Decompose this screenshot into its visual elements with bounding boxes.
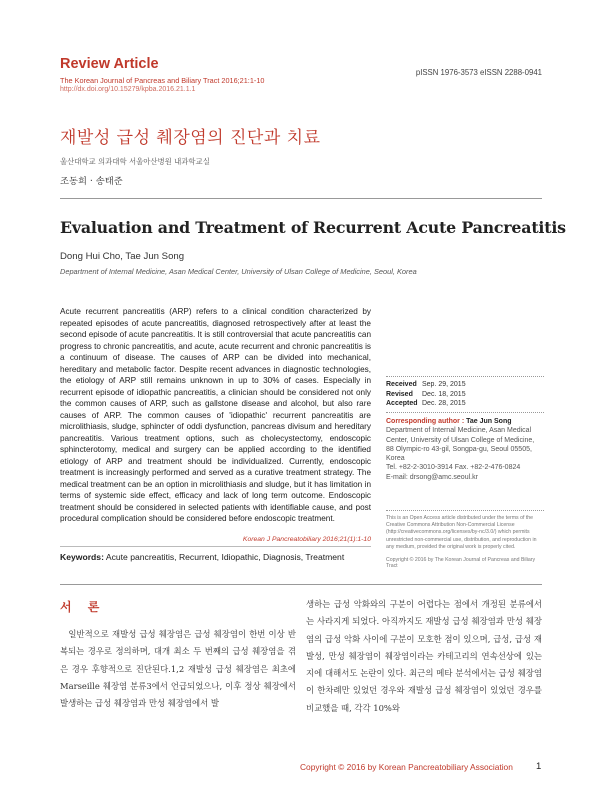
date-revised: Revised Dec. 18, 2015 — [386, 390, 466, 398]
paragraph: 일반적으로 재발성 급성 췌장염은 급성 췌장염이 한번 이상 반복되는 경우로 정의하며, 대개 최소 두 번째의 급성 췌장염을 겪은 경우 후향적으로 진단된다.1,2 재발성 급성 췌장염은 최초에 Marseille 췌장염 분류3에서 언급되었으나, 이후 정상 췌장에서 발생하는 급성 췌장염과 만성 췌장염에서 발 — [60, 629, 296, 709]
corr-divider — [386, 412, 544, 413]
korean-authors: 조동희 · 송태준 — [60, 176, 123, 187]
body-column-left — [60, 626, 296, 712]
corr-line: Tel. +82-2-3010-3914 Fax. +82-2-476-0824 — [386, 464, 521, 472]
corr-label: Corresponding author : — [386, 418, 465, 425]
article-type-label: Review Article — [60, 56, 159, 72]
english-authors: Dong Hui Cho, Tae Jun Song — [60, 251, 185, 262]
corr-line: Center, University of Ulsan College of Medicine, — [386, 436, 535, 444]
license-text: This is an Open Access article distributed under the terms of the Creative Commons Attribution Non-Commercial License (http://creativecommons.org/licenses/by-nc/3.0/) which permits unrestricted non-commercial use, distribution, and reproduction in any medium, provided the original work is properly cited. — [386, 515, 537, 550]
abstract-citation: Korean J Pancreatobiliary 2016;21(1):1-10 — [242, 536, 371, 543]
corr-email[interactable]: E-mail: drsong@amc.seoul.kr — [386, 473, 478, 481]
date-received: Received Sep. 29, 2015 — [386, 381, 466, 388]
article-dates — [386, 380, 544, 409]
corr-line: Department of Internal Medicine, Asan Medical — [386, 427, 532, 435]
title-divider — [60, 198, 542, 199]
license-divider — [386, 510, 544, 511]
keywords-divider — [60, 546, 371, 547]
corr-name: Tae Jun Song — [466, 418, 512, 425]
korean-affiliation: 울산대학교 의과대학 서울아산병원 내과학교실 — [60, 157, 210, 166]
date-accepted: Accepted Dec. 28, 2015 — [386, 400, 466, 408]
page-number: 1 — [536, 761, 542, 772]
corresponding-author — [386, 417, 544, 482]
abstract: Acute recurrent pancreatitis (ARP) refers to a clinical condition characterized by repeated episodes of acute pancreatitis, diagnosed retrospectively after at least the second episode of acute pancreatitis. It is still controversial that acute pancreatitis can progress to chronic pancreatitis, and acute, acute recurrent and chronic pancreatitis is a continuum of disease. The causes of ARP can be divided into mechanical, hereditary and metabolic factor. Despite recent advances in diagnostic technologies, the etiology of ARP still remains unknown in up to 30% of cases. Especially in recurrent episode of idiopathic pancreatitis, a clinician should be considered not only the common causes of ARP, such as gallstone disease and alcohol, but also rare causes of ARP. The common causes of 'idiopathic' recurrent pancreatitis are microlithiasis, sludge, sphincter of oddi dysfunction, pancreas divisum and hereditary pancreatitis. Various treatment options, such as cholecystectomy, endoscopic sphincterotomy, medical and surgery can be applied according to the identified etiology of ARP and treatment should be individualized. Currently, endoscopic treatment is increasingly performed and served as a curative treatment strategy. The medical treatment can be an option in microlithiasis and sludge, but it has limitation in terms of systemic side effect, efficacy and lack of long term outcome. Endoscopic treatment should be considered in selected patients with identifiable cause, and post procedural complication should be considered before endoscopic treatment. — [60, 307, 371, 523]
paragraph: 생하는 급성 악화와의 구분이 어렵다는 점에서 개정된 분류에서는 사라지게 되었다. 아직까지도 재발성 급성 췌장염과 만성 췌장염의 급성 악화 사이에 구분이 모호한 점이 있으며, 급성, 급성 재발성, 만성 췌장염이 췌장염이라는 카테고리의 연속선상에 있는지에 대해서도 논란이 있다. 최근의 메타 분석에서는 급성 췌장염이 한차례만 있었던 경우와 재발성 급성 췌장염이 있었던 경우를 비교했을 때, 각각 10%와 — [306, 599, 542, 713]
keywords-label: Keywords: — [60, 552, 104, 562]
issn-info: pISSN 1976-3573 eISSN 2288-0941 — [415, 68, 542, 77]
body-column-right — [306, 596, 542, 717]
english-title: Evaluation and Treatment of Recurrent Acute Pancreatitis — [60, 218, 566, 237]
corr-line: 88 Olympic-ro 43-gil, Songpa-gu, Seoul 05505, — [386, 445, 532, 453]
footer-copyright: Copyright © 2016 by Korean Pancreatobiliary Association — [300, 762, 513, 772]
side-copyright: Copyright © 2016 by The Korean Journal of Pancreas and Biliary Tract — [386, 557, 536, 569]
corr-line: Korea — [386, 455, 405, 463]
body-divider — [60, 584, 542, 585]
doi-link[interactable]: http://dx.doi.org/10.15279/kpba.2016.21.1.1 — [60, 86, 196, 93]
korean-title: 재발성 급성 췌장염의 진단과 치료 — [60, 128, 321, 148]
dates-divider — [386, 376, 544, 377]
section-title: 서 론 — [60, 600, 106, 614]
keywords — [60, 552, 344, 562]
keywords-value: Acute pancreatitis, Recurrent, Idiopathic, Diagnosis, Treatment — [105, 552, 345, 562]
english-affiliation: Department of Internal Medicine, Asan Medical Center, University of Ulsan College of Medicine, Seoul, Korea — [60, 267, 417, 276]
journal-citation: The Korean Journal of Pancreas and Biliary Tract 2016;21:1-10 — [60, 76, 265, 85]
